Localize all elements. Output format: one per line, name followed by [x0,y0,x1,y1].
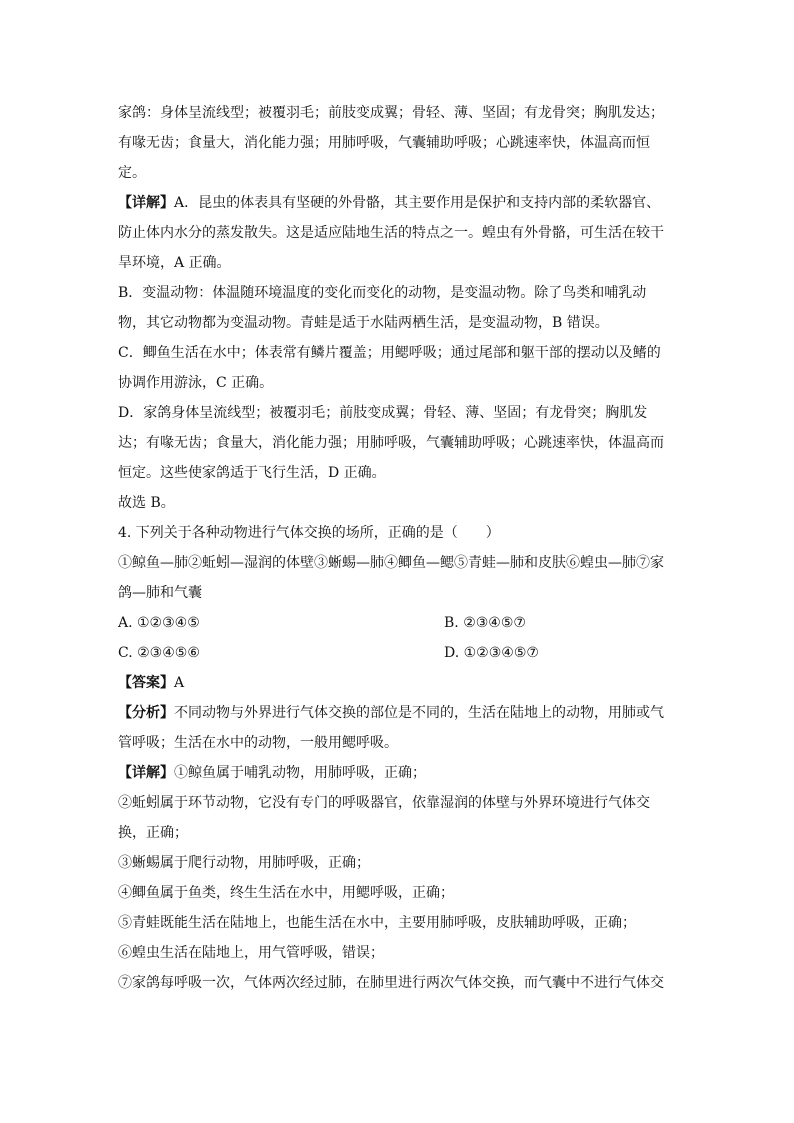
option-c: C. ②③④⑤⑥ [118,645,200,661]
text-line: 故选 B。 [118,495,175,511]
analysis-first-line [118,698,678,728]
detail-first-line [118,758,678,788]
text-line: 物，其它动物都为变温动物。青蛙是适于水陆两栖生活，是变温动物，B 错误。 [118,315,609,331]
text-line: 协调作用游泳，C 正确。 [118,375,274,391]
text-line: 达；有喙无齿；食量大，消化能力强；用肺呼吸，气囊辅助呼吸；心跳速率快，体温高而 [118,435,664,451]
text-line: C．鲫鱼生活在水中；体表常有鳞片覆盖；用鳃呼吸；通过尾部和躯干部的摆动以及鳍的 [118,345,661,361]
text-line: 有喙无齿；食量大，消化能力强；用肺呼吸，气囊辅助呼吸；心跳速率快，体温高而恒 [118,135,650,151]
question-items: 鸽—肺和气囊 [118,585,202,601]
options-row [118,638,678,668]
text-line: 定。 [118,165,146,181]
detail-tag: 【详解】 [118,765,174,781]
analysis-text: 不同动物与外界进行气体交换的部位是不同的，生活在陆地上的动物，用肺或气 [174,705,664,721]
text-line: 换，正确； [118,825,188,841]
text-line: ⑦家鸽每呼吸一次，气体两次经过肺，在肺里进行两次气体交换，而气囊中不进行气体交 [118,975,664,991]
text-line: D．家鸽身体呈流线型；被覆羽毛；前肢变成翼；骨轻、薄、坚固；有龙骨突；胸肌发 [118,405,648,421]
text-line: 旱环境，A 正确。 [118,255,231,271]
text-line: 家鸽：身体呈流线型；被覆羽毛；前肢变成翼；骨轻、薄、坚固；有龙骨突；胸肌发达； [118,105,664,121]
question-stem: 4. 下列关于各种动物进行气体交换的场所，正确的是（ ） [118,525,500,541]
options-row [118,608,678,638]
answer-line [118,668,678,698]
text-line: 防止体内水分的蒸发散失。这是适应陆地生活的特点之一。蝗虫有外骨骼，可生活在较干 [118,225,664,241]
option-a: A. ①②③④⑤ [118,615,200,631]
text-line: ②蚯蚓属于环节动物，它没有专门的呼吸器官，依靠湿润的体壁与外界环境进行气体交 [118,795,650,811]
text-line: B．变温动物：体温随环境温度的变化而变化的动物，是变温动物。除了鸟类和哺乳动 [118,285,647,301]
text-line: ⑥蝗虫生活在陆地上，用气管呼吸，错误； [118,945,384,961]
option-b: B. ②③④⑤⑦ [444,615,526,631]
answer-text: A [174,675,185,691]
question-items: ①鲸鱼—肺②蚯蚓—湿润的体壁③蜥蜴—肺④鲫鱼—鳃⑤青蛙—肺和皮肤⑥蝗虫—肺⑦家 [118,555,664,571]
detail-text: ①鲸鱼属于哺乳动物，用肺呼吸，正确； [174,765,426,781]
detail-text: A．昆虫的体表具有坚硬的外骨骼，其主要作用是保护和支持内部的柔软器官、 [174,195,661,211]
analysis-tag: 【分析】 [118,705,174,721]
text-line: ④鲫鱼属于鱼类，终生生活在水中，用鳃呼吸，正确； [118,885,454,901]
answer-tag: 【答案】 [118,675,174,691]
text-line: 恒定。这些使家鸽适于飞行生活，D 正确。 [118,465,386,481]
detail-tag: 【详解】 [118,195,174,211]
text-line: ③蜥蜴属于爬行动物，用肺呼吸，正确； [118,855,370,871]
document-page [118,98,678,998]
option-d: D. ①②③④⑤⑦ [444,645,539,661]
text-line: 管呼吸；生活在水中的动物，一般用鳃呼吸。 [118,735,398,751]
text-line: ⑤青蛙既能生活在陆地上，也能生活在水中，主要用肺呼吸，皮肤辅助呼吸，正确； [118,915,636,931]
detail-first-line [118,188,678,218]
